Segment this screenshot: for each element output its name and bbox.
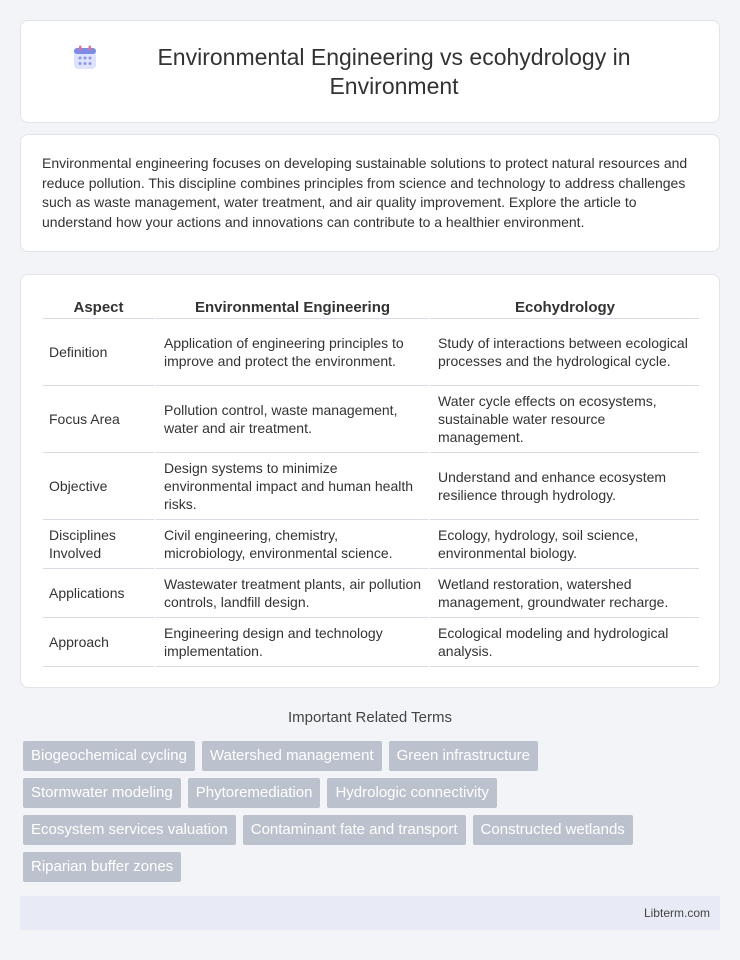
related-terms-tags [23, 741, 723, 889]
cell-aspect: Approach [43, 618, 154, 667]
tag-row [23, 852, 723, 882]
tag-contaminant-fate-and-transport[interactable]: Contaminant fate and transport [243, 815, 466, 845]
cell-aspect: Applications [43, 569, 154, 618]
tag-stormwater-modeling[interactable]: Stormwater modeling [23, 778, 181, 808]
table-row [43, 386, 699, 453]
footer-site-link[interactable]: Libterm.com [643, 906, 710, 920]
comparison-card [20, 274, 720, 688]
tag-hydrologic-connectivity[interactable]: Hydrologic connectivity [327, 778, 496, 808]
table-header-row [43, 297, 699, 319]
tag-ecosystem-services-valuation[interactable]: Ecosystem services valuation [23, 815, 236, 845]
table-row [43, 520, 699, 569]
cell-aspect: Disciplines Involved [43, 520, 154, 569]
intro-card [20, 134, 720, 252]
cell-env: Design systems to minimize environmental impact and human health risks. [154, 453, 428, 520]
tag-phytoremediation[interactable]: Phytoremediation [188, 778, 321, 808]
tag-watershed-management[interactable]: Watershed management [202, 741, 382, 771]
header-environmental-engineering: Environmental Engineering [154, 297, 428, 319]
tag-constructed-wetlands[interactable]: Constructed wetlands [473, 815, 633, 845]
cell-aspect: Objective [43, 453, 154, 520]
header-aspect: Aspect [43, 297, 154, 319]
footer [20, 896, 720, 930]
comparison-table [43, 297, 699, 667]
cell-eco: Understand and enhance ecosystem resilience through hydrology. [428, 453, 699, 520]
tag-riparian-buffer-zones[interactable]: Riparian buffer zones [23, 852, 181, 882]
cell-eco: Ecological modeling and hydrological analysis. [428, 618, 699, 667]
related-terms-title: Important Related Terms [288, 709, 452, 726]
cell-eco: Ecology, hydrology, soil science, environmental biology. [428, 520, 699, 569]
table-row [43, 569, 699, 618]
table-row [43, 453, 699, 520]
cell-aspect: Focus Area [43, 386, 154, 453]
table-row [43, 319, 699, 386]
cell-env: Wastewater treatment plants, air pollution controls, landfill design. [154, 569, 428, 618]
calendar-icon [70, 43, 100, 73]
tag-green-infrastructure[interactable]: Green infrastructure [389, 741, 538, 771]
table-row [43, 618, 699, 667]
cell-eco: Wetland restoration, watershed management, groundwater recharge. [428, 569, 699, 618]
tag-row [23, 815, 723, 845]
cell-eco: Study of interactions between ecological processes and the hydrological cycle. [428, 319, 699, 386]
cell-env: Pollution control, waste management, water and air treatment. [154, 386, 428, 453]
tag-row [23, 741, 723, 771]
cell-env: Application of engineering principles to improve and protect the environment. [154, 319, 428, 386]
tag-biogeochemical-cycling[interactable]: Biogeochemical cycling [23, 741, 195, 771]
cell-env: Civil engineering, chemistry, microbiology, environmental science. [154, 520, 428, 569]
cell-aspect: Definition [43, 319, 154, 386]
cell-eco: Water cycle effects on ecosystems, sustainable water resource management. [428, 386, 699, 453]
intro-text: Environmental engineering focuses on developing sustainable solutions to protect natural resources and reduce pollution. This discipline combines principles from science and technology to address challenges such as waste management, water treatment, and air quality improvement. Explore the article to understand how your actions and innovations can contribute to a healthier environment. [42, 155, 688, 230]
header-card [20, 20, 720, 123]
page-title: Environmental Engineering vs ecohydrology in Environment [157, 43, 631, 99]
tag-row [23, 778, 723, 808]
header-ecohydrology: Ecohydrology [428, 297, 699, 319]
cell-env: Engineering design and technology implementation. [154, 618, 428, 667]
